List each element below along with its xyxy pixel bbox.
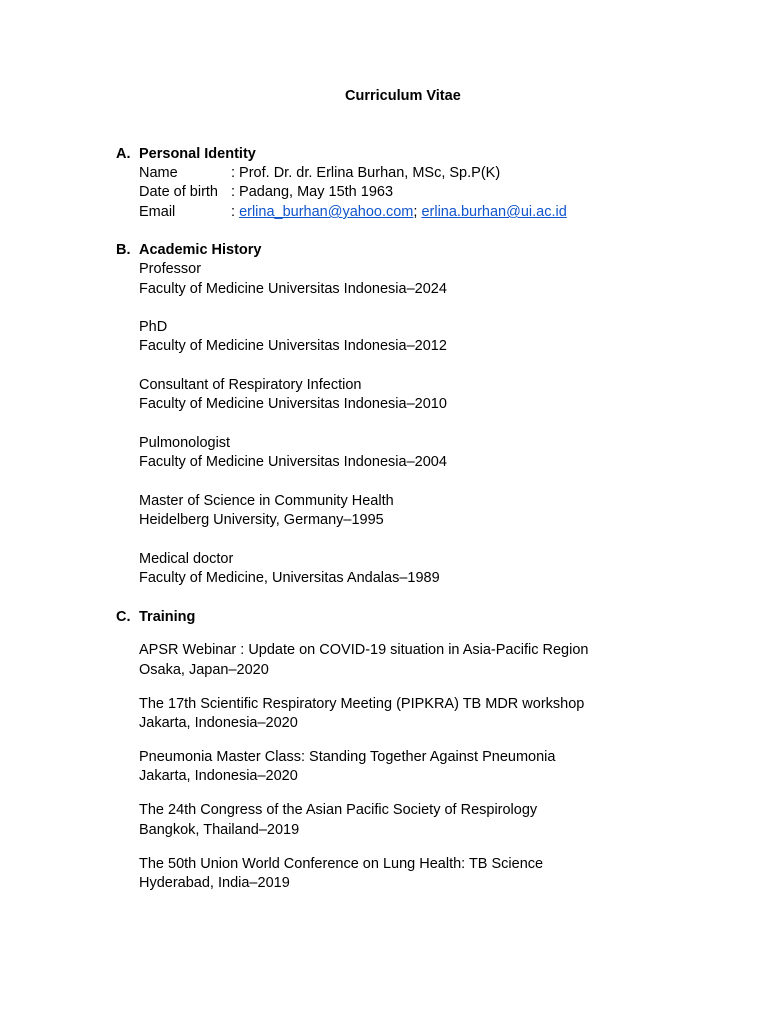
email-link-yahoo[interactable]: erlina_burhan@yahoo.com xyxy=(239,204,414,220)
section-b-heading: Academic History xyxy=(139,242,262,258)
training-place: Bangkok, Thailand–2019 xyxy=(139,822,300,838)
academic-institution: Faculty of Medicine Universitas Indonesia–2010 xyxy=(139,396,447,412)
section-b-letter: B. xyxy=(116,242,131,258)
section-a-heading: Personal Identity xyxy=(139,146,256,162)
academic-degree: Medical doctor xyxy=(139,551,234,567)
section-c-heading: Training xyxy=(139,609,196,625)
academic-institution: Faculty of Medicine Universitas Indonesia–2024 xyxy=(139,281,447,297)
academic-degree: PhD xyxy=(139,319,168,335)
email-separator: ; xyxy=(413,204,422,220)
email-colon: : xyxy=(231,204,240,220)
academic-institution: Faculty of Medicine Universitas Indonesia–2004 xyxy=(139,454,447,470)
training-place: Jakarta, Indonesia–2020 xyxy=(139,768,298,784)
email-label: Email xyxy=(139,204,176,220)
training-place: Hyderabad, India–2019 xyxy=(139,875,290,891)
training-event: The 24th Congress of the Asian Pacific Society of Respirology xyxy=(139,802,538,818)
section-c-letter: C. xyxy=(116,609,131,625)
academic-degree: Consultant of Respiratory Infection xyxy=(139,377,362,393)
training-event: APSR Webinar : Update on COVID-19 situation in Asia-Pacific Region xyxy=(139,642,589,658)
academic-degree: Professor xyxy=(139,261,202,277)
dob-label: Date of birth xyxy=(139,184,218,200)
training-place: Jakarta, Indonesia–2020 xyxy=(139,715,298,731)
academic-institution: Faculty of Medicine, Universitas Andalas–1989 xyxy=(139,570,440,586)
name-value: : Prof. Dr. dr. Erlina Burhan, MSc, Sp.P(K) xyxy=(231,165,501,181)
training-event: Pneumonia Master Class: Standing Together Against Pneumonia xyxy=(139,749,556,765)
dob-value: : Padang, May 15th 1963 xyxy=(231,184,394,200)
training-event: The 17th Scientific Respiratory Meeting (PIPKRA) TB MDR workshop xyxy=(139,696,585,712)
academic-degree: Pulmonologist xyxy=(139,435,231,451)
email-link-ui[interactable]: erlina.burhan@ui.ac.id xyxy=(421,204,567,220)
page-title: Curriculum Vitae xyxy=(345,88,461,104)
academic-institution: Faculty of Medicine Universitas Indonesia–2012 xyxy=(139,338,447,354)
academic-institution: Heidelberg University, Germany–1995 xyxy=(139,512,384,528)
training-event: The 50th Union World Conference on Lung Health: TB Science xyxy=(139,856,544,872)
name-label: Name xyxy=(139,165,178,181)
academic-degree: Master of Science in Community Health xyxy=(139,493,394,509)
section-a-letter: A. xyxy=(116,146,131,162)
email-row xyxy=(231,205,567,220)
training-place: Osaka, Japan–2020 xyxy=(139,662,269,678)
